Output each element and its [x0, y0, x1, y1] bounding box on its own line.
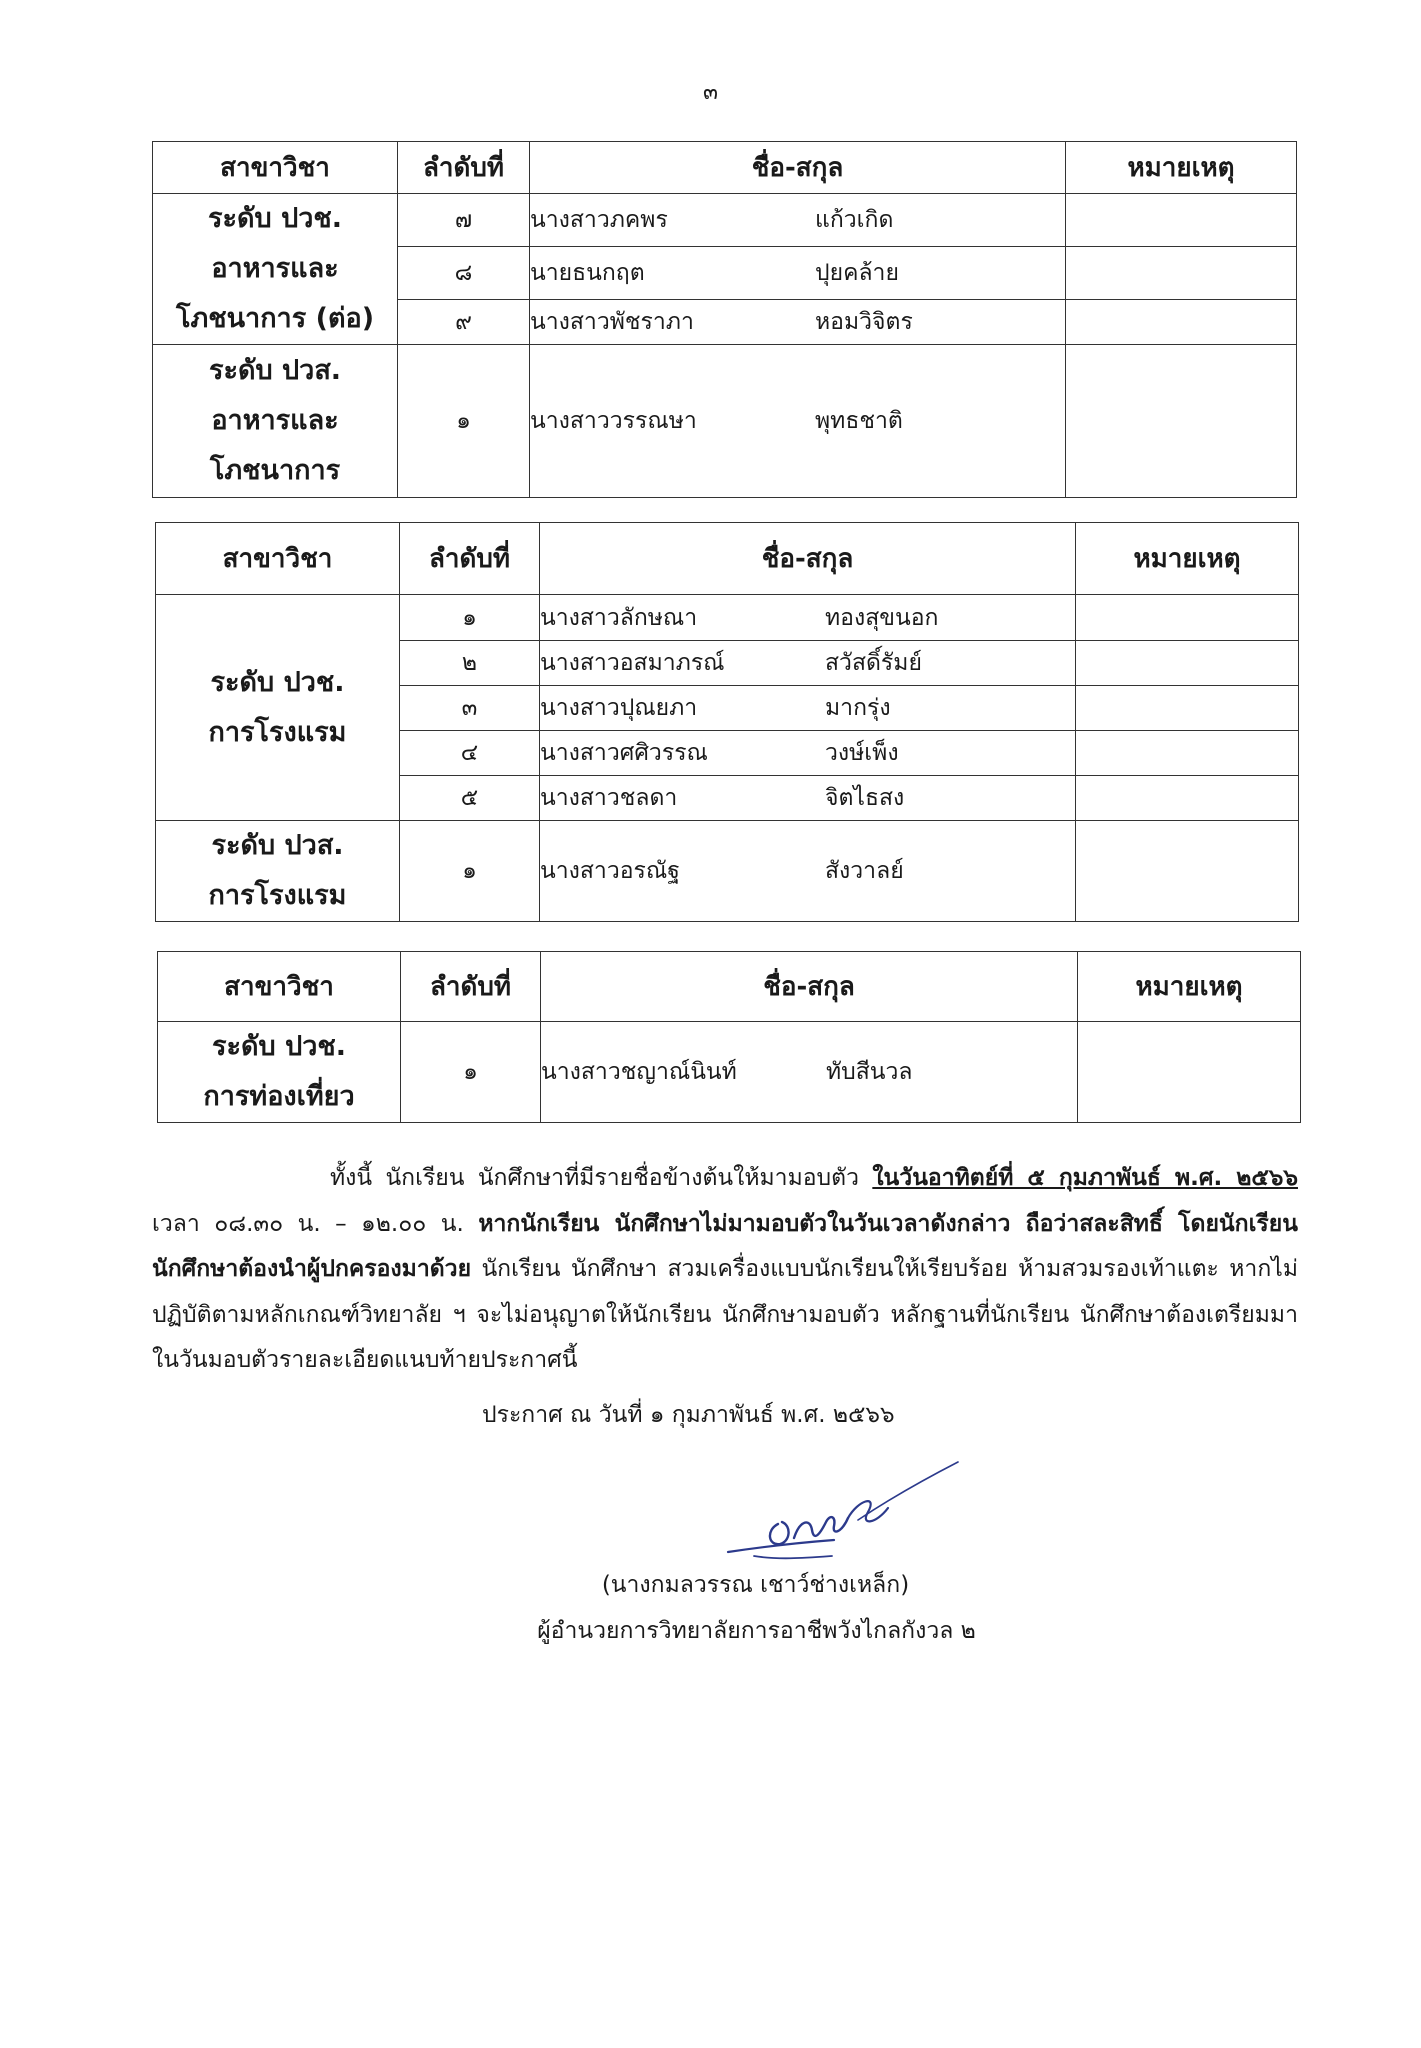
given-name: นางสาวอสมาภรณ์	[540, 650, 725, 676]
note-cell	[1066, 345, 1297, 498]
given-name: นางสาวภคพร	[530, 207, 668, 233]
note-cell	[1076, 641, 1299, 686]
note-cell	[1066, 194, 1297, 247]
major-line: การโรงแรม	[208, 716, 347, 748]
major-line: อาหารและ	[211, 405, 339, 436]
note-cell	[1066, 300, 1297, 345]
surname: สังวาลย์	[825, 858, 904, 884]
given-name: นางสาวศศิวรรณ	[540, 740, 708, 766]
notice-paragraph	[152, 1156, 1298, 1384]
name-cell	[540, 821, 1076, 922]
given-name: นางสาวลักษณา	[540, 604, 698, 631]
header-note: หมายเหตุ	[1066, 142, 1297, 194]
table-row	[156, 595, 1299, 641]
header-major: สาขาวิชา	[156, 523, 400, 595]
surname: แก้วเกิด	[815, 207, 894, 233]
table-header-row	[156, 523, 1299, 595]
major-cell	[153, 194, 398, 345]
seq-cell: ๑	[401, 1022, 541, 1123]
surname: ทับสีนวล	[826, 1059, 913, 1085]
table-header-row	[158, 952, 1301, 1022]
notice-time: เวลา ๐๘.๓๐ น. – ๑๒.๐๐ น.	[152, 1210, 479, 1237]
seq-cell: ๑	[400, 595, 540, 641]
major-line: การโรงแรม	[208, 880, 347, 911]
header-name: ชื่อ-สกุล	[541, 952, 1078, 1022]
given-name: นางสาวชลดา	[540, 785, 678, 811]
notice-date-emphasis: ในวันอาทิตย์ที่ ๕ กุมภาพันธ์ พ.ศ. ๒๕๖๖	[872, 1165, 1298, 1191]
table-row	[153, 194, 1297, 247]
major-line: ระดับ ปวส.	[211, 830, 344, 861]
table-row	[153, 345, 1297, 498]
roster-table-tourism	[157, 951, 1301, 1123]
header-seq: ลำดับที่	[400, 523, 540, 595]
notice-bold-warning: หากนักเรียน นักศึกษาไม่มามอบตัวในวันเวลาดังกล่าว ถือว่าสละสิทธิ์ โดยนักเรียน นักศึกษาต้องนำผู้ปกครองมาด้วย	[152, 1210, 1298, 1282]
given-name: นายธนกฤต	[530, 260, 645, 286]
table-row	[158, 1022, 1301, 1123]
note-cell	[1076, 686, 1299, 731]
signer-title: ผู้อำนวยการวิทยาลัยการอาชีพวังไกลกังวล ๒	[537, 1618, 976, 1644]
header-seq: ลำดับที่	[401, 952, 541, 1022]
note-cell	[1076, 731, 1299, 776]
notice-rest: นักเรียน นักศึกษา สวมเครื่องแบบนักเรียนให้เรียบร้อย ห้ามสวมรองเท้าแตะ หากไม่ปฏิบัติตามหลักเกณฑ์วิทยาลัย ฯ จะไม่อนุญาตให้นักเรียน นักศึกษามอบตัว หลักฐานที่นักเรียน นักศึกษาต้องเตรียมมาในวันมอบตัวรายละเอียดแนบท้ายประกาศนี้	[152, 1256, 1298, 1373]
name-cell	[530, 194, 1066, 247]
table-header-row	[153, 142, 1297, 194]
name-cell	[540, 686, 1076, 731]
seq-cell: ๑	[400, 821, 540, 922]
roster-table-hotel	[155, 522, 1299, 922]
major-cell	[153, 345, 398, 498]
name-cell	[530, 345, 1066, 498]
name-cell	[541, 1022, 1078, 1123]
given-name: นางสาวอรณัฐ	[540, 858, 680, 884]
major-line: ระดับ ปวช.	[208, 203, 342, 234]
surname: ปุยคล้าย	[815, 260, 899, 286]
seq-cell: ๓	[400, 686, 540, 731]
surname: สวัสดิ์รัมย์	[825, 650, 922, 676]
header-name: ชื่อ-สกุล	[530, 142, 1066, 194]
major-cell	[156, 821, 400, 922]
header-major: สาขาวิชา	[158, 952, 401, 1022]
major-line: การท่องเที่ยว	[203, 1081, 355, 1112]
seq-cell: ๕	[400, 776, 540, 821]
header-major: สาขาวิชา	[153, 142, 398, 194]
page-number: ๓	[702, 80, 719, 105]
announcement-date: ประกาศ ณ วันที่ ๑ กุมภาพันธ์ พ.ศ. ๒๕๖๖	[482, 1402, 895, 1428]
header-note: หมายเหตุ	[1078, 952, 1301, 1022]
name-cell	[530, 300, 1066, 345]
header-seq: ลำดับที่	[398, 142, 530, 194]
seq-cell: ๘	[398, 247, 530, 300]
given-name: นางสาวปุณยภา	[540, 695, 698, 721]
note-cell	[1076, 595, 1299, 641]
name-cell	[530, 247, 1066, 300]
surname: หอมวิจิตร	[815, 309, 913, 335]
major-line: ระดับ ปวช.	[210, 666, 345, 698]
major-line: โภชนาการ	[209, 455, 341, 486]
major-line: อาหารและ	[211, 253, 339, 284]
surname: วงษ์เพ็ง	[825, 740, 899, 766]
note-cell	[1076, 776, 1299, 821]
header-note: หมายเหตุ	[1076, 523, 1299, 595]
note-cell	[1076, 821, 1299, 922]
surname: จิตไธสง	[825, 785, 905, 811]
major-cell	[156, 595, 400, 821]
surname: มากรุ่ง	[825, 695, 891, 721]
notice-lead: ทั้งนี้ นักเรียน นักศึกษาที่มีรายชื่อข้างต้นให้มามอบตัว	[330, 1165, 873, 1191]
seq-cell: ๙	[398, 300, 530, 345]
roster-table-food-nutrition	[152, 141, 1297, 498]
major-line: ระดับ ปวช.	[212, 1031, 346, 1062]
seq-cell: ๔	[400, 731, 540, 776]
surname: ทองสุขนอก	[825, 604, 939, 631]
given-name: นางสาวพัชราภา	[530, 309, 694, 335]
given-name: นางสาววรรณษา	[530, 408, 697, 434]
major-line: ระดับ ปวส.	[208, 355, 342, 386]
note-cell	[1078, 1022, 1301, 1123]
header-name: ชื่อ-สกุล	[540, 523, 1076, 595]
name-cell	[540, 641, 1076, 686]
major-line: โภชนาการ (ต่อ)	[175, 303, 375, 334]
seq-cell: ๑	[398, 345, 530, 498]
table-row	[156, 821, 1299, 922]
name-cell	[540, 595, 1076, 641]
name-cell	[540, 776, 1076, 821]
surname: พุทธชาติ	[815, 408, 903, 434]
major-cell	[158, 1022, 401, 1123]
note-cell	[1066, 247, 1297, 300]
seq-cell: ๒	[400, 641, 540, 686]
given-name: นางสาวชญาณ์นินท์	[541, 1059, 737, 1085]
seq-cell: ๗	[398, 194, 530, 247]
signer-name: (นางกมลวรรณ เชาว์ช่างเหล็ก)	[601, 1572, 910, 1598]
name-cell	[540, 731, 1076, 776]
